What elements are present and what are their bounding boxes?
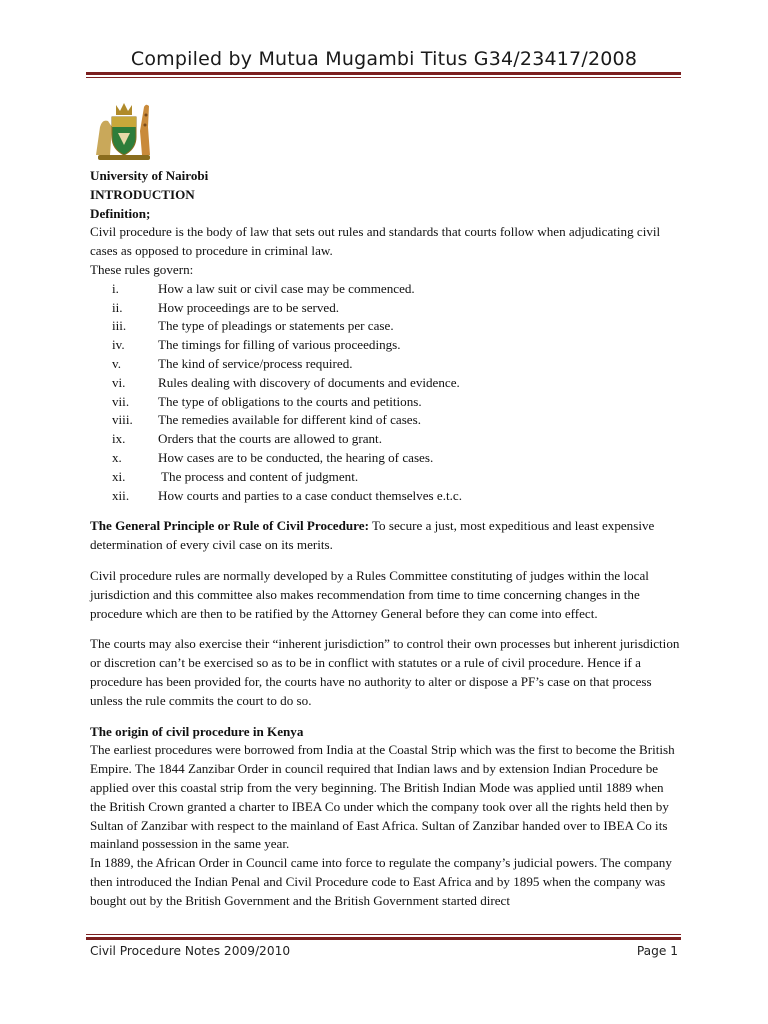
introduction-heading: INTRODUCTION bbox=[90, 186, 195, 202]
definition-text: Civil procedure is the body of law that sets out rules and standards that courts follow when adjudicating civil cases as opposed to procedure in criminal law. bbox=[90, 224, 661, 259]
general-principle-text: To secure a just, most expeditious and least expensive determination of every civil case on its merits. bbox=[90, 518, 655, 553]
inherent-jurisdiction-paragraph: The courts may also exercise their “inherent jurisdiction” to control their own processes but inherent jurisdiction or discretion can’t be exercised so as to be in conflict with statutes or a rule of civil procedure. Hence if a procedure has been provided for, the courts have no authority to alter or dispose a PF’s case on that process unless the rule commits the court to do so. bbox=[90, 636, 680, 708]
list-item: xii. How courts and parties to a case conduct themselves e.t.c. bbox=[112, 487, 462, 503]
list-item: ii. How proceedings are to be served. bbox=[112, 299, 340, 315]
list-item: i. How a law suit or civil case may be commenced. bbox=[112, 280, 415, 296]
definition-label: Definition; bbox=[90, 205, 151, 221]
general-principle-paragraph bbox=[90, 517, 680, 555]
list-item: v. The kind of service/process required. bbox=[112, 355, 353, 371]
list-item: vi. Rules dealing with discovery of documents and evidence. bbox=[112, 374, 460, 390]
list-item: x. How cases are to be conducted, the hearing of cases. bbox=[112, 449, 434, 465]
list-item: xi. The process and content of judgment. bbox=[112, 468, 359, 484]
list-item: iii. The type of pleadings or statements per case. bbox=[112, 318, 394, 334]
page-number: Page 1 bbox=[636, 944, 678, 958]
rules-list bbox=[90, 280, 680, 506]
header-rule bbox=[86, 72, 681, 78]
university-name: University of Nairobi bbox=[90, 168, 209, 183]
list-item: ix. Orders that the courts are allowed to grant. bbox=[112, 431, 382, 447]
rules-committee-paragraph: Civil procedure rules are normally developed by a Rules Committee constituting of judges within the local jurisdiction and this committee also makes recommendation from time to time concerning changes in the procedure which are then to be ratified by the Attorney General before they can come into effect. bbox=[90, 567, 649, 621]
origin-paragraph-2: In 1889, the African Order in Council came into force to regulate the company’s judicial powers. The company then introduced the Indian Penal and Civil Procedure code to East Africa and by 1895 when the company was bought out by the British Government and the British Government started direct bbox=[90, 855, 672, 908]
rules-govern-text: These rules govern: bbox=[90, 261, 194, 277]
general-principle-label: The General Principle or Rule of Civil Procedure: bbox=[90, 518, 369, 534]
footer-title: Civil Procedure Notes 2009/2010 bbox=[90, 944, 291, 958]
footer-rule bbox=[86, 934, 681, 940]
list-item: viii. The remedies available for different kind of cases. bbox=[112, 412, 421, 428]
origin-heading: The origin of civil procedure in Kenya bbox=[90, 723, 304, 739]
page-header-title: Compiled by Mutua Mugambi Titus G34/23417/2008 bbox=[130, 48, 638, 70]
university-crest-icon bbox=[90, 97, 158, 165]
list-item: iv. The timings for filling of various proceedings. bbox=[112, 337, 401, 353]
document-body bbox=[90, 167, 680, 910]
list-item: vii. The type of obligations to the courts and petitions. bbox=[112, 393, 422, 409]
origin-paragraph-1: The earliest procedures were borrowed from India at the Coastal Strip which was the first to become the British Empire. The 1844 Zanzibar Order in council required that Indian laws and by extension Indian Procedure be applied over this coastal strip from the very beginning. The British Indian Mode was applied until 1889 when the British Crown granted a charter to IBEA Co under which the company took over all the rights held then by Sultan of Zanzibar with respect to the mainland of East Africa. Sultan of Zanzibar handed over to IBEA Co its mainland possession in the same year. bbox=[90, 742, 675, 852]
